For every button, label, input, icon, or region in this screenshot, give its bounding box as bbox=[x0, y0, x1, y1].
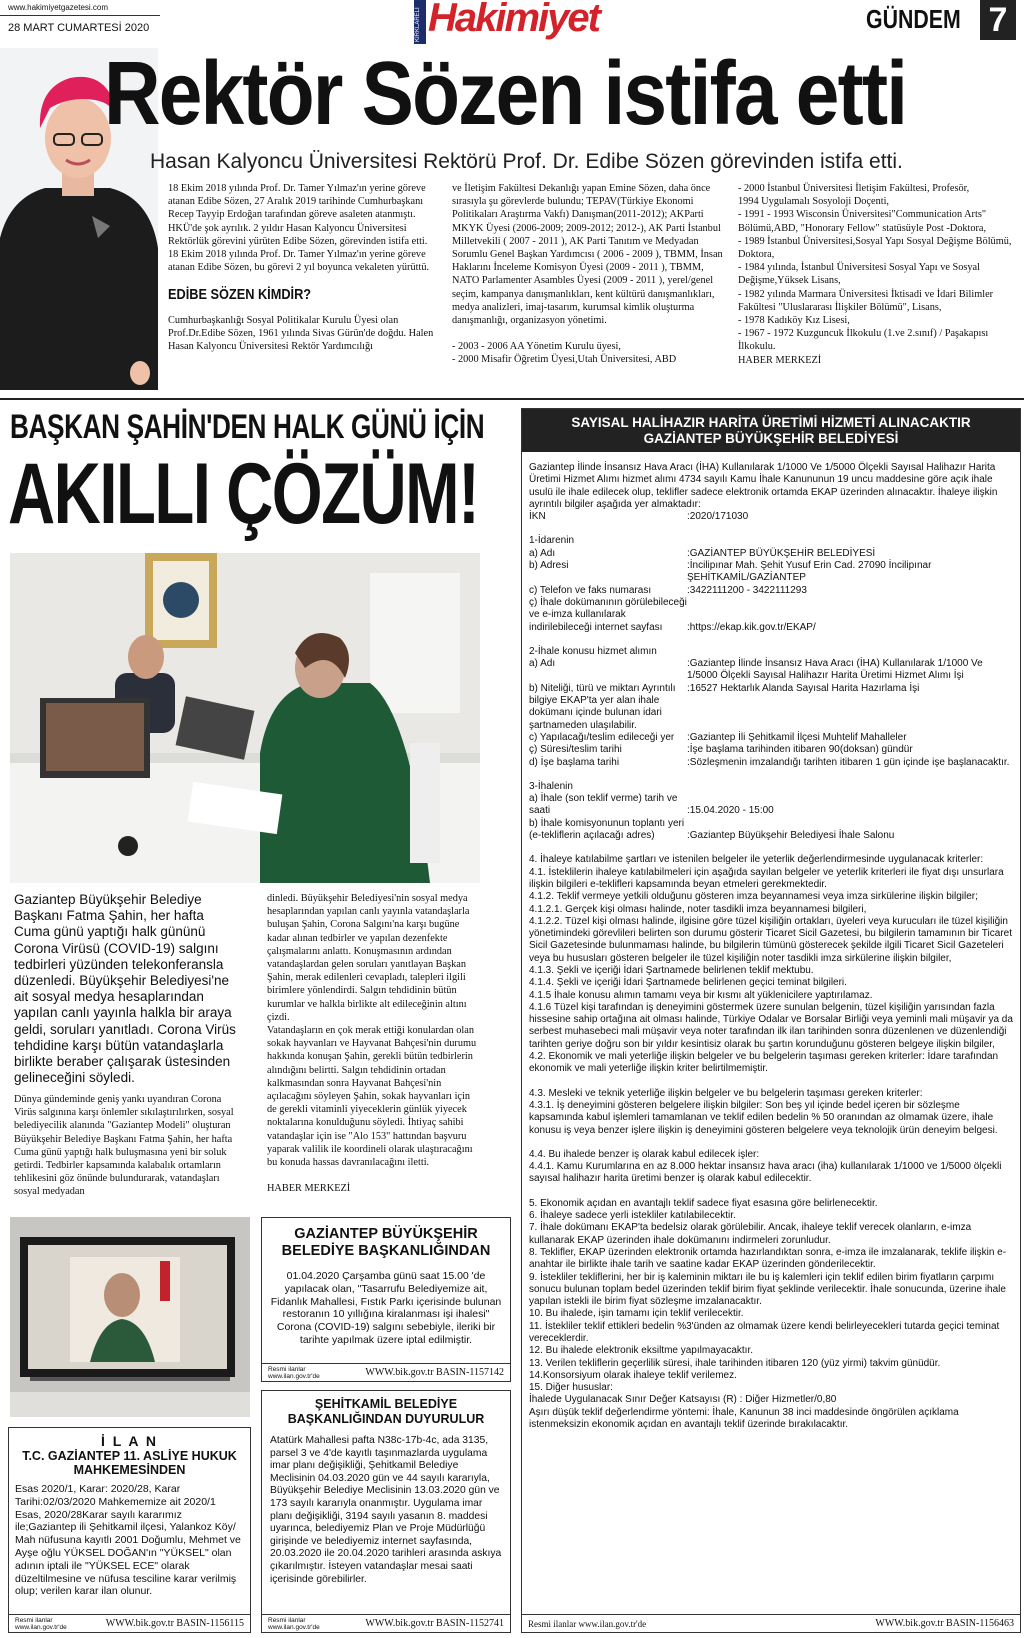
lead-col1-p2: HKÜ'de şok ayrılık. 2 yıldır Hasan Kalyoncu Üniversitesi Rektörlük görevini yürüten Edibe Sözen, görevinden istifa etti. 18 Ekim 2018 yılında Prof. Dr. Tamer Yılmaz'ın yerine göreve atanan Edibe Sözen, bu görevi 2 yıl boyunca vekaleten yürüttü. bbox=[168, 222, 430, 274]
ilan-sehitkamil-body: Atatürk Mahallesi pafta N38c-17b-4c, ada 3135, parsel 3 ve 4'de kayıtlı taşınmazlarda uygulama imar planı değişikliği, Şehitkamil Belediye Meclisinin 04.03.2020 gün ve 44 sayılı kararıyla, Büyükşehir Belediye Meclisinin 13.03.2020 gün ve 173 sayılı kararıyla onanmıştır. Uygulama imar planı değişikliği, 3194 sayılı yasanın 8. maddesi uyarınca, belediyemiz Plan ve Proje Müdürlüğü girişinde ve belediyemiz internet sayfasında, 20.03.2020 ile 20.04.2020 tarihleri arasında askıya çıkarılmıştır. İsteyen vatandaşlar mesai saati içerisinde görebilirler. bbox=[270, 1435, 502, 1585]
ilan-harita-s1-title: 1-İdarenin bbox=[529, 535, 575, 547]
lead-col3-p5: - 1984 yılında, İstanbul Üniversitesi Sosyal Yapı ve Sosyal Değişme,Yüksek Lisans, bbox=[738, 262, 980, 287]
lead-col1-p1: 18 Ekim 2018 yılında Prof. Dr. Tamer Yılmaz'ın yerine göreve atanan Edibe Sözen, 27 Aralık 2019 tarihinde Cumhurbaşkanı Recep Tayyip Erdoğan tarafından göreve asaleten atanmıştı. bbox=[168, 183, 426, 221]
ilan-harita-ikn: İKN :2020/171030 bbox=[529, 511, 749, 523]
ilan-harita-p5: 5. Ekonomik açıdan en avantajlı teklif sadece fiyat esasına göre belirlenecektir. bbox=[529, 1197, 878, 1209]
ilan-harita-s1-a: a) Adı :GAZİANTEP BÜYÜKŞEHİR BELEDİYESİ bbox=[529, 547, 876, 559]
ilan-mahkeme-subtitle: T.C. GAZİANTEP 11. ASLİYE HUKUK MAHKEMESİNDEN bbox=[22, 1449, 237, 1477]
ilan-gbb-foot-small: Resmi ilanlar www.ilan.gov.tr'de bbox=[268, 1365, 320, 1380]
lead-subhead: Hasan Kalyoncu Üniversitesi Rektörü Prof. Dr. Edibe Sözen görevinden istifa etti. bbox=[150, 150, 903, 173]
lead-col3-p6: - 1982 yılında Marmara Üniversitesi İktisadi ve İdari Bilimler Fakültesi "Uluslararası İlişkiler Bölümü", Lisans, bbox=[738, 288, 994, 313]
lead-col3-p4: - 1989 İstanbul Üniversitesi,Sosyal Yapı Sosyal Değişme Bölümü, Doktora, bbox=[738, 235, 1012, 261]
ilan-harita-s2-title: 2-İhale konusu hizmet alımın bbox=[529, 645, 657, 657]
ilan-mahkeme-body: Esas 2020/1, Karar: 2020/28, Karar Tarihi:02/03/2020 Mahkememize ait 2020/1 Esas, 2020/28Karar sayılı kararımız ile;Gaziantep ili Şehitkamil ilçesi, Yalankoz Köy/ Mah nüfusuna kayıtlı 2001 Doğumlu, Mehmet ve Ayşe oğlu YÜKSEL DOĞAN'ın "YÜKSEL" olan adının iptali ile "YÜKSEL ECE" olarak düzeltilmesine ve nüfusa tesciline karar verilmiş olup; verilen karar ilan olunur. bbox=[15, 1483, 241, 1598]
ilan-sehitkamil-foot-small: Resmi ilanlar www.ilan.gov.tr'de bbox=[268, 1616, 320, 1631]
ilan-harita-p10: 10. Bu ihalede, işin tamamı için teklif verilecektir. bbox=[529, 1308, 744, 1320]
ilan-harita-s1-d: ç) İhale dokümanının görülebileceği ve e-imza kullanılarak indirilebileceği internet sayfası :https://ekap.kik.gov.tr/EKAP/ bbox=[529, 596, 816, 633]
ilan-harita-p15-1: İhalede Uygulanacak Sınır Değer Katsayısı (R) : Diğer Hizmetler/0,80 bbox=[529, 1394, 837, 1406]
masthead-rule bbox=[0, 15, 160, 16]
ilan-harita-p15: 15. Diğer hususlar: bbox=[529, 1382, 613, 1394]
ilan-harita-p4-3-1: 4.3.1. İş deneyimini gösteren belgelere ilişkin bilgiler: Son beş yıl içinde bedel içeren bir sözleşme kapsamında kabul işlemleri tamamlanan ve teklif edilen bedelin % 50 oranından az olmamak üzere, ihale konusu iş veya benzer işlere ilişkin iş deneyimini gösteren belgelere veya teknolojik ürün deneyim belgesi. bbox=[529, 1099, 998, 1136]
ilan-harita-p4-1-2: 4.1.2. Teklif vermeye yetkili olduğunu gösteren imza beyannamesi veya imza sirkülerine ilişkin bilgiler; bbox=[529, 891, 978, 903]
ilan-harita-s2-b: b) Niteliği, türü ve miktarı Ayrıntılı bilgiye EKAP'ta yer alan ihale dokümanı içinde bulunan idari şartnameden ulaşılabilir. :16527 Hektarlık Alanda Sayısal Harita Hazırlama İşi bbox=[529, 682, 920, 731]
ilan-harita bbox=[521, 408, 1021, 1633]
section-rule bbox=[0, 398, 1024, 400]
lead-col3-p8: - 1967 - 1972 Kuzguncuk İlkokulu (1.ve 2.sınıf) / Paşakapısı İlkokulu. bbox=[738, 328, 989, 353]
ilan-harita-p11: 11. İstekliler teklif ettikleri bedelin %3'ünden az olmamak üzere kendi belirleyecekleri tutarda geçici teminat vereceklerdir. bbox=[529, 1320, 1000, 1344]
sahin-photo-2 bbox=[10, 1217, 250, 1417]
lead-col1-p3: Cumhurbaşkanlığı Sosyal Politikalar Kurulu Üyesi olan Prof.Dr.Edibe Sözen, 1961 yılında Sivas Gürün'de doğdu. Halen Hasan Kalyoncu Üniversitesi Rektör Yardımcılığı bbox=[168, 314, 434, 353]
lead-col3-sign: HABER MERKEZİ bbox=[738, 354, 822, 366]
ilan-gbb bbox=[261, 1217, 511, 1382]
lead-col-2 bbox=[452, 182, 727, 367]
ilan-gbb-body: 01.04.2020 Çarşamba günü saat 15.00 'de yapılacak olan, "Tasarrufu Belediyemize ait, Fidanlık Mahallesi, Fıstık Parkı içerisinde bulunan restoranın 10 yıllığına kiralanması işi ihalesi" Corona (COVID-19) salgını sebebiyle, ileriki bir tarihte yapılmak üzere iptal edilmiştir. bbox=[270, 1270, 502, 1346]
sahin-headline-main: AKILLI ÇÖZÜM! bbox=[8, 446, 479, 542]
ilan-harita-s2-a: a) Adı :Gaziantep İlinde İnsansız Hava Aracı (İHA) Kullanılarak 1/1000 Ve 1/5000 Ölçekli Sayısal Halihazır Harita Üretimi Hizmet Alımı İşi bbox=[529, 658, 983, 682]
sahin-col2-p1: dinledi. Büyükşehir Belediyesi'nin sosyal medya hesaplarından yapılan canlı yayınla vatandaşlarla buluşan Şahin, Corona Salgını'na karşı bugüne kadar alınan tedbirler ve yapılan dezenfekte çalışmalarını anlattı. Konuşmasının ardından vatandaşlardan gelen soruları yanıtlayan Başkan Şahin, merak edilenleri cevapladı, talepleri ilgili birimlere yönlendirdi. Salgın tehdidinin bütün kurumlar ve halkla birlikte alt edileceğinin altını çizdi. bbox=[267, 893, 470, 1023]
logo bbox=[414, 0, 604, 44]
ilan-mahkeme-foot-small: Resmi ilanlar www.ilan.gov.tr'de bbox=[15, 1616, 67, 1631]
ilan-harita-s3-a: a) İhale (son teklif verme) tarih ve saati :15.04.2020 - 15:00 bbox=[529, 793, 774, 817]
lead-col3-p1: - 2000 İstanbul Üniversitesi İletişim Fakültesi, Profesör, bbox=[738, 183, 970, 194]
page-number-box bbox=[980, 0, 1016, 40]
ilan-harita-s1-b: b) Adresi :İncilipınar Mah. Şehit Yusuf Erin Cad. 27090 İncilipınar ŞEHİTKAMİL/GAZİANTEP bbox=[529, 560, 932, 584]
ilan-harita-s3-title: 3-İhalenin bbox=[529, 780, 573, 792]
lead-col3-p3: - 1991 - 1993 Wisconsin Üniversitesi"Communication Arts" Bölümü,ABD, "Honorary Fellow" statüsüyle Post -Doktora, bbox=[738, 209, 987, 234]
ilan-harita-p8: 8. Teklifler, EKAP üzerinden elektronik ortamda hazırlandıktan sonra, e-imza ile imzalanarak, teklife ilişkin e-anahtar ile birlikte ihale tarih ve saatine kadar EKAP üzerinden gönderilecektir. bbox=[529, 1246, 1007, 1271]
ilan-sehitkamil-footer bbox=[262, 1614, 510, 1632]
lead-col2-p3: - 2000 Misafir Öğretim Üyesi,Utah Üniversitesi, ABD bbox=[452, 354, 677, 366]
ilan-harita-s1-c: c) Telefon ve faks numarası :3422111200 - 3422111293 bbox=[529, 584, 807, 596]
ilan-harita-heading1: SAYISAL HALİHAZIR HARİTA ÜRETİMİ HİZMETİ ALINACAKTIR bbox=[571, 415, 971, 430]
lead-col-1 bbox=[168, 182, 436, 353]
ilan-harita-p4-1-4: 4.1.4. Şekli ve içeriği İdari Şartnamede belirlenen geçici teminat bilgileri. bbox=[529, 977, 847, 989]
ilan-harita-heading2: GAZİANTEP BÜYÜKŞEHİR BELEDİYESİ bbox=[643, 431, 899, 446]
logo-wordmark: Hakimiyet bbox=[428, 0, 599, 40]
ilan-gbb-heading: GAZİANTEP BÜYÜKŞEHİR BELEDİYE BAŞKANLIĞINDAN bbox=[281, 1226, 491, 1259]
lead-col1-subhead: EDİBE SÖZEN KİMDİR? bbox=[168, 286, 312, 304]
ilan-harita-p12: 12. Bu ihalede elektronik eksiltme yapılmayacaktır. bbox=[529, 1345, 753, 1357]
ilan-sehitkamil bbox=[261, 1390, 511, 1633]
logo-side-strip bbox=[414, 0, 426, 44]
lead-col-3 bbox=[738, 182, 1016, 367]
sahin-sign: HABER MERKEZİ bbox=[267, 1183, 351, 1195]
ilan-harita-footer bbox=[522, 1614, 1020, 1632]
lead-headline: Rektör Sözen istifa etti bbox=[104, 44, 907, 144]
ilan-harita-foot-left: Resmi ilanlar www.ilan.gov.tr'de bbox=[528, 1618, 647, 1629]
ilan-harita-p9: 9. İstekliler tekliflerini, her bir iş kaleminin miktarı ile bu iş kalemleri için teklif edilen birim fiyatların çarpımı sonucu bulunan toplam bedel üzerinden teklif birim fiyat şeklinde verilecektir. İhale sonucunda, üzerine ihale yapılan istekli ile birim fiyat sözleşme imzalanacaktır. bbox=[529, 1271, 1006, 1308]
ilan-harita-p4-1-6: 4.1.6 Tüzel kişi tarafından iş deneyimini göstermek üzere sunulan belgenin, tüzel kişiliğin yarısından fazla hissesine sahip ortağına ait olması halinde, Türkiye Odalar ve Borsalar Birliği veya yeminli mali müşavir ya da serbest muhasebeci mali müşavir veya noter tarafından ilk ilan tarihinden sonra düzenlenen ve düzenlendiği tarihten geriye doğru son bir yıldır kesintisiz olarak bu şartın korunduğunu gösteren belgeye ilişkin bilgiler, bbox=[529, 1001, 1013, 1050]
lead-col3-p2: 1994 Uygulamalı Sosyoloji Doçenti, bbox=[738, 196, 890, 208]
ilan-harita-p13: 13. Verilen tekliflerin geçerlilik süresi, ihale tarihinden itibaren 120 (yüz yirmi) takvim günüdür. bbox=[529, 1357, 941, 1369]
lead-col3-p7: - 1978 Kadıköy Kız Lisesi, bbox=[738, 315, 850, 327]
issue-date: 28 MART CUMARTESİ 2020 bbox=[8, 22, 150, 34]
ilan-harita-p4-4: 4.4. Bu ihalede benzer iş olarak kabul edilecek işler: bbox=[529, 1148, 760, 1160]
sahin-headline-top: BAŞKAN ŞAHİN'DEN HALK GÜNÜ İÇİN bbox=[10, 408, 485, 446]
ilan-mahkeme bbox=[8, 1427, 251, 1633]
section-name: GÜNDEM bbox=[866, 4, 961, 34]
page-number: 7 bbox=[988, 1, 1008, 39]
lead-col2-p1: ve İletişim Fakültesi Dekanlığı yapan Emine Sözen, daha önce sırasıyla şu görevlerde bulundu; TEPAV(Türkiye Ekonomi Politikaları Araştırma Vakfı) Danışman(2011-2012); AKParti MKYK Üyesi (2006-2009; 2009-2012; 2012-), AK Parti İstanbul Milletvekili ( 2007 - 2011 ), AK Parti Tanıtım ve Medyadan Sorumlu Genel Başkan Yardımcısı ( 2006 - 2009 ), TBMM, İnsan Haklarını İnceleme Komisyon Üyesi (2009 - 2011 ), TBMM, NATO Parlamenter Asambles Üyesi (2009 - 2011 ), yerel/genel seçim, kampanya danışmanlıkları, kent kültürü danışmanlıkları, medya analizleri, imaj-tasarım, kurumsal kimlik oluşturma danışmanlığı, organizasyon yönetimi. bbox=[452, 183, 723, 327]
ilan-mahkeme-foot-text: WWW.bik.gov.tr BASIN-1156115 bbox=[105, 1618, 244, 1629]
sahin-col2-p2: Vatandaşların en çok merak ettiği konulardan olan sokak hayvanları ve Hayvanat Bahçesi'nin durumu hakkında konuşan Şahin, gerekli bütün tedbirlerin alındığını belirtti. Salgın tehdidinin ortadan kalkmasından sonra Hayvanat Bahçesi'nin açılacağını söyleyen Şahin, sokak hayvanları için de gerekli vitaminli yiyeceklerin günlük yiyecek noktalarına konulduğunu söyledi. İhtiyaç sahibi vatandaşlar için ise "Alo 153" hattından başvuru yaparak valilik ile koordineli olarak ulaştıracağını bu konuda hassas davranılacağını iletti. bbox=[267, 1025, 477, 1169]
sahin-col-2 bbox=[267, 892, 481, 1195]
ilan-harita-p4-1-2-2: 4.1.2.2. Tüzel kişi olması halinde, ilgisine göre tüzel kişiliğin ortakları, üyeleri veya kurucuları ile tüzel kişiliğin yönetimindeki görevlileri belirten son durumu gösterir Ticaret Sicil Gazetesi, bu bilgilerin tamamının bir Ticaret Sicil Gazetesinde bulunmaması halinde, bu bilgilerin tümünü gösterecek şekilde ilgili Ticaret Sicil Gazeteleri veya bu hususları gösteren belgeler ile tüzel kişiliğin noter tasdikli imza sirkülerine ilişkin bilgiler, bbox=[529, 915, 1012, 964]
website-url[interactable]: www.hakimiyetgazetesi.com bbox=[8, 3, 109, 12]
ilan-mahkeme-title: İ L A N bbox=[100, 1433, 159, 1449]
ilan-harita-s2-d: ç) Süresi/teslim tarihi :İşe başlama tarihinden itibaren 90(doksan) gündür bbox=[529, 744, 913, 756]
sahin-photo bbox=[10, 553, 480, 883]
ilan-harita-p14: 14.Konsorsiyum olarak ihaleye teklif verilemez. bbox=[529, 1369, 737, 1381]
sahin-lead-text: Gaziantep Büyükşehir Belediye Başkanı Fatma Şahin, her hafta Cuma günü yaptığı halk gününü Corona Virüsü (COVID-19) salgını tedbirleri yüzünden telekonferansla düzenledi. Büyükşehir Belediyesi'ne ait sosyal medya hesaplarından yapılan canlı yayınla halkla bir araya geldi, soruları yanıtladı. Corona Virüs tehdidine karşı bütün vatandaşlarla birlikte beraber çalışarak üstesinden gelineceğini söyledi. bbox=[14, 892, 236, 1086]
ilan-sehitkamil-foot-text: WWW.bik.gov.tr BASIN-1152741 bbox=[365, 1618, 504, 1629]
ilan-harita-intro: Gaziantep İlinde İnsansız Hava Aracı (İHA) Kullanılarak 1/1000 Ve 1/5000 Ölçekli Sayısal Halihazır Harita Üretimi Hizmet Alımı hizmet alımı 4734 sayılı Kamu İhale Kanununun 19 uncu maddesine göre açık ihale usulü ile ihale edilecek olup, teklifler sadece elektronik ortamda EKAP üzerinden alınacaktır. İhaleye ilişkin ayrıntılı bilgiler aşağıda yer almaktadır: bbox=[529, 462, 998, 510]
ilan-harita-s2-c: c) Yapılacağı/teslim edileceği yer :Gaziantep İli Şehitkamil İlçesi Muhtelif Mahalleler bbox=[529, 731, 907, 743]
ilan-mahkeme-footer bbox=[9, 1614, 250, 1632]
tv-photo-illustration bbox=[10, 1217, 250, 1417]
ilan-harita-p4-1-3: 4.1.3. Şekli ve içeriği İdari Şartnamede belirlenen teklif mektubu. bbox=[529, 964, 814, 976]
sahin-col-1: Dünya gündeminde geniş yankı uyandıran Corona Virüs salgınına karşı önlemler sıkılaştırılırken, sosyal belediyecilik alanında "Gaziantep Modeli" oluşturan Büyükşehir Belediye Başkanı Fatma Şahin, her hafta Cuma günü yaptığı halk buluşmasına yeni bir soluk getirdi. Tedbirler kapsamında kalabalık ortamların tehlikesini göz önünde bulundurarak, vatandaşları sosyal medyadan bbox=[14, 1094, 234, 1198]
ilan-harita-body bbox=[522, 452, 1020, 1431]
ilan-harita-p15-2: Aşırı düşük teklif değerlendirme yöntemi: İhale, Kanunun 38 inci maddesinde öngörülen açıklama istenmeksizin ekonomik açıdan en avantajlı teklif üzerinde bırakılacaktır. bbox=[529, 1406, 959, 1431]
ilan-harita-header bbox=[522, 409, 1020, 452]
ilan-harita-p4-1-2-1: 4.1.2.1. Gerçek kişi olması halinde, noter tasdikli imza beyannamesi bilgileri, bbox=[529, 903, 867, 915]
lead-col2-p2: - 2003 - 2006 AA Yönetim Kurulu üyesi, bbox=[452, 341, 621, 353]
ilan-harita-p4-4-1: 4.4.1. Kamu Kurumlarına en az 8.000 hektar insansız hava aracı (iha) kullanılarak 1/1000 ve 1/5000 ölçekli sayısal halihazır harita üretimi benzer iş olarak kabul edilecektir. bbox=[529, 1161, 1002, 1185]
sahin-photo-illustration bbox=[10, 553, 480, 883]
ilan-harita-p6: 6. İhaleye sadece yerli istekliler katılabilecektir. bbox=[529, 1210, 736, 1222]
ilan-harita-p4: 4. İhaleye katılabilme şartları ve istenilen belgeler ile yeterlik değerlendirmesinde uygulanacak kriterler: bbox=[529, 854, 984, 866]
ilan-harita-p4-3: 4.3. Mesleki ve teknik yeterliğe ilişkin belgeler ve bu belgelerin taşıması gereken kriterler: bbox=[529, 1087, 923, 1099]
ilan-harita-s3-b: b) İhale komisyonunun toplantı yeri (e-tekliflerin açılacağı adres) :Gaziantep Büyükşehir Belediyesi İhale Salonu bbox=[529, 817, 895, 842]
ilan-harita-foot-text: WWW.bik.gov.tr BASIN-1156463 bbox=[875, 1618, 1014, 1629]
ilan-sehitkamil-heading: ŞEHİTKAMİL BELEDİYE BAŞKANLIĞINDAN DUYURULUR bbox=[287, 1397, 485, 1426]
ilan-gbb-foot-text: WWW.bik.gov.tr BASIN-1157142 bbox=[365, 1367, 504, 1378]
ilan-harita-p4-2: 4.2. Ekonomik ve mali yeterliğe ilişkin belgeler ve bu belgelerin taşıması gereken kriterler: İdare tarafından ekonomik ve mali yeterliğe ilişkin kriter belirtilmemiştir. bbox=[529, 1051, 999, 1075]
ilan-harita-p4-1-5: 4.1.5 İhale konusu alımın tamamı veya bir kısmı alt yüklenicilere yaptırılamaz. bbox=[529, 989, 873, 1001]
ilan-harita-p7: 7. İhale dokümanı EKAP'ta bedelsiz olarak görülebilir. Ancak, ihaleye teklif verecek olanların, e-imza kullanarak EKAP üzerinden ihale dokümanını indirmeleri zorunludur. bbox=[529, 1222, 972, 1246]
logo-side-text: KIRKLARELİ bbox=[415, 7, 421, 42]
ilan-harita-s2-e: d) İşe başlama tarihi :Sözleşmenin imzalandığı tarihten itibaren 1 gün içinde işe başlanacaktır. bbox=[529, 756, 1010, 768]
ilan-harita-p4-1: 4.1. İsteklilerin ihaleye katılabilmeleri için aşağıda sayılan belgeler ve yeterlik kriterleri ile fiyat dışı unsurlara ilişkin bilgileri e-teklifleri kapsamında beyan etmeleri gerekmektedir. bbox=[529, 866, 1004, 890]
ilan-gbb-footer bbox=[262, 1363, 510, 1381]
